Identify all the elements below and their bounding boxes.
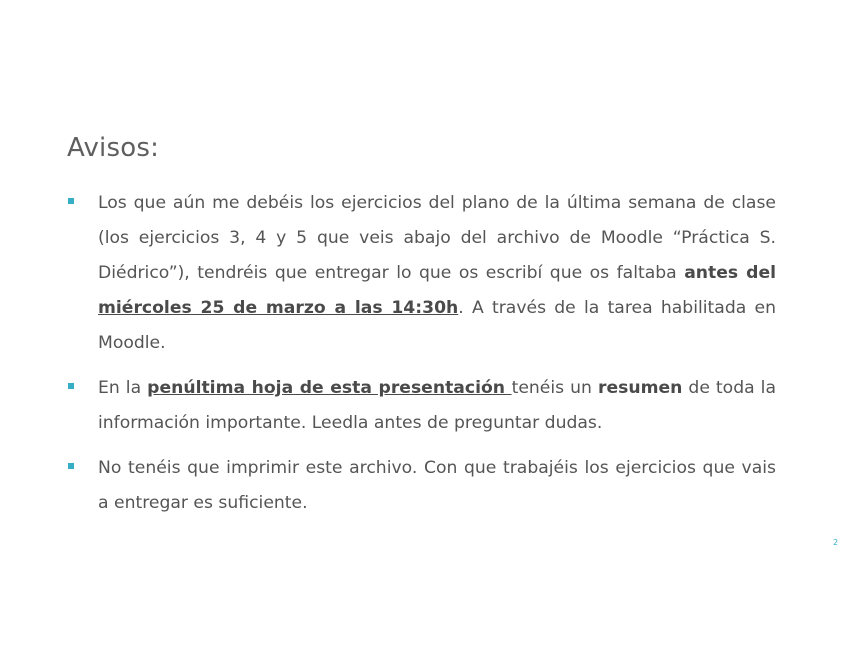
page-number: 2 bbox=[833, 538, 839, 547]
bold-text: antes del bbox=[684, 263, 777, 283]
bullet-text: No tenéis que imprimir este archivo. Con que trabajéis los ejercicios que vais a entregar es suficiente. bbox=[98, 458, 776, 513]
bullet-item-printing bbox=[66, 451, 776, 521]
deadline-date: miércoles 25 de marzo a las 14:30h bbox=[98, 298, 459, 318]
bold-text: resumen bbox=[597, 378, 683, 398]
bullet-text: de toda la información importante. Leedla antes de preguntar dudas. bbox=[98, 378, 776, 433]
bullet-text: En la bbox=[98, 378, 148, 398]
bullet-item-deadline bbox=[66, 186, 776, 361]
square-bullet-icon bbox=[68, 463, 74, 469]
slide-title: Avisos: bbox=[67, 133, 160, 163]
bullet-text: Los que aún me debéis los ejercicios del plano de la última semana de clase (los ejercicios 3, 4 y 5 que veis abajo del archivo de Moodle “Práctica S. Diédrico”), tendréis que entregar lo que os escribí que os faltaba bbox=[98, 193, 776, 283]
square-bullet-icon bbox=[68, 198, 74, 204]
summary-reference: penúltima hoja de esta presentación bbox=[147, 378, 512, 398]
bullet-item-summary bbox=[66, 371, 776, 441]
bullet-text: . A través de la tarea habilitada en Moodle. bbox=[98, 298, 776, 353]
square-bullet-icon bbox=[68, 383, 74, 389]
bullet-list bbox=[66, 186, 776, 531]
bullet-text: tenéis un bbox=[511, 378, 598, 398]
